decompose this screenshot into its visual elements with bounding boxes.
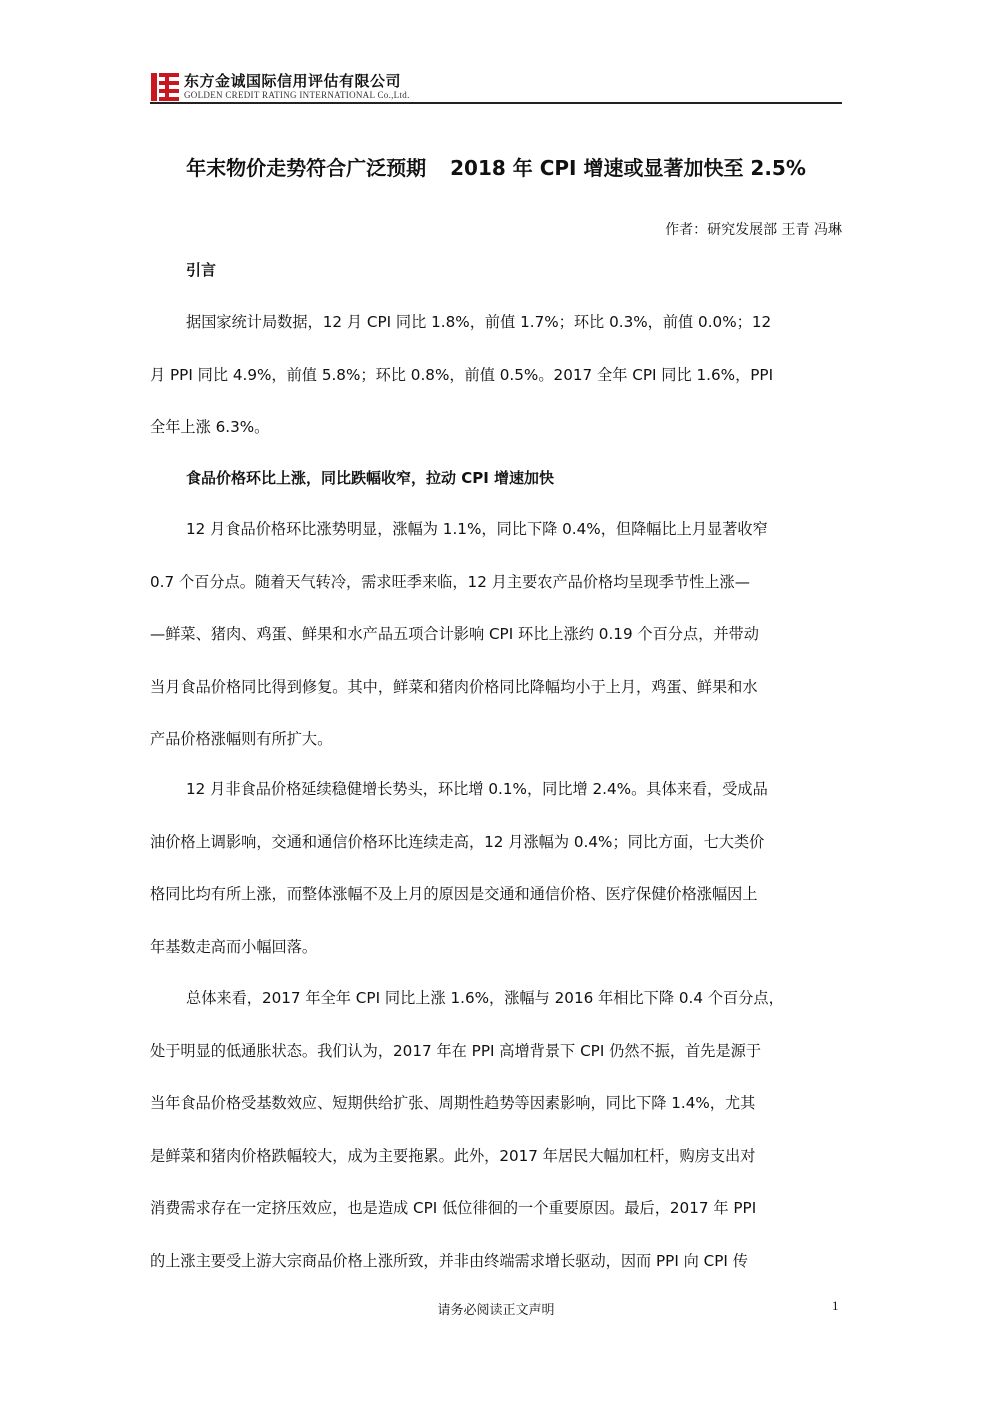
page-header — [150, 68, 842, 104]
paragraph-line: 产品价格涨幅则有所扩大。 — [150, 730, 333, 748]
paragraph-2 — [150, 516, 842, 779]
paragraph-line: 是鲜菜和猪肉价格跌幅较大，成为主要拖累。此外，2017 年居民大幅加杠杆，购房支出对 — [150, 1146, 756, 1165]
header-divider — [150, 102, 842, 104]
paragraph-line: 12 月食品价格环比涨势明显，涨幅为 1.1%，同比下降 0.4%，但降幅比上月显著收窄 — [186, 520, 768, 538]
paragraph-line: 处于明显的低通胀状态。我们认为，2017 年在 PPI 高增背景下 CPI 仍然不振，首先是源于 — [150, 1041, 762, 1060]
paragraph-line: 油价格上调影响，交通和通信价格环比连续走高，12 月涨幅为 0.4%；同比方面，七大类价 — [150, 832, 765, 851]
paragraph-line: 据国家统计局数据，12 月 CPI 同比 1.8%，前值 1.7%；环比 0.3%，前值 0.0%；12 — [186, 313, 772, 331]
title-part-1: 年末物价走势符合广泛预期 — [186, 156, 427, 180]
company-name-en: GOLDEN CREDIT RATING INTERNATIONAL Co.,Ltd. — [184, 90, 410, 100]
footer-disclaimer: 请务必阅读正文声明 — [437, 1303, 555, 1318]
section-heading-food: 食品价格环比上涨，同比跌幅收窄，拉动 CPI 增速加快 — [186, 469, 555, 487]
paragraph-line: —鲜菜、猪肉、鸡蛋、鲜果和水产品五项合计影响 CPI 环比上涨约 0.19 个百分点，并带动 — [150, 625, 759, 643]
paragraph-4 — [150, 985, 842, 1300]
paragraph-line: 月 PPI 同比 4.9%，前值 5.8%；环比 0.8%，前值 0.5%。2017 全年 CPI 同比 1.6%，PPI — [150, 365, 774, 384]
paragraph-line: 0.7 个百分点。随着天气转冷，需求旺季来临，12 月主要农产品价格均呈现季节性上涨— — [150, 572, 750, 591]
paragraph-line: 格同比均有所上涨，而整体涨幅不及上月的原因是交通和通信价格、医疗保健价格涨幅因上 — [150, 885, 758, 903]
paragraph-line: 总体来看，2017 年全年 CPI 同比上涨 1.6%，涨幅与 2016 年相比下降 0.4 个百分点， — [186, 989, 784, 1007]
paragraph-line: 年基数走高而小幅回落。 — [150, 937, 318, 956]
paragraph-line: 当月食品价格同比得到修复。其中，鲜菜和猪肉价格同比降幅均小于上月，鸡蛋、鲜果和水 — [150, 677, 758, 696]
company-logo-icon — [150, 72, 180, 102]
paragraph-1 — [150, 309, 842, 467]
paragraph-line: 的上涨主要受上游大宗商品价格上涨所致，并非由终端需求增长驱动，因而 PPI 向 CPI 传 — [150, 1251, 748, 1270]
document-title — [150, 152, 842, 181]
paragraph-line: 12 月非食品价格延续稳健增长势头，环比增 0.1%，同比增 2.4%。具体来看，受成品 — [186, 780, 768, 798]
section-heading-intro: 引言 — [186, 261, 217, 279]
paragraph-3 — [150, 776, 842, 986]
page-number: 1 — [832, 1298, 839, 1313]
company-name-cn: 东方金诚国际信用评估有限公司 — [184, 72, 402, 90]
paragraph-line: 当年食品价格受基数效应、短期供给扩张、周期性趋势等因素影响，同比下降 1.4%，尤其 — [150, 1094, 756, 1112]
paragraph-line: 全年上涨 6.3%。 — [150, 418, 270, 436]
paragraph-line: 消费需求存在一定挤压效应，也是造成 CPI 低位徘徊的一个重要原因。最后，2017 年 PPI — [150, 1199, 757, 1217]
title-part-2: 2018 年 CPI 增速或显著加快至 2.5% — [450, 156, 806, 180]
author-line: 作者：研究发展部 王青 冯琳 — [665, 222, 842, 238]
